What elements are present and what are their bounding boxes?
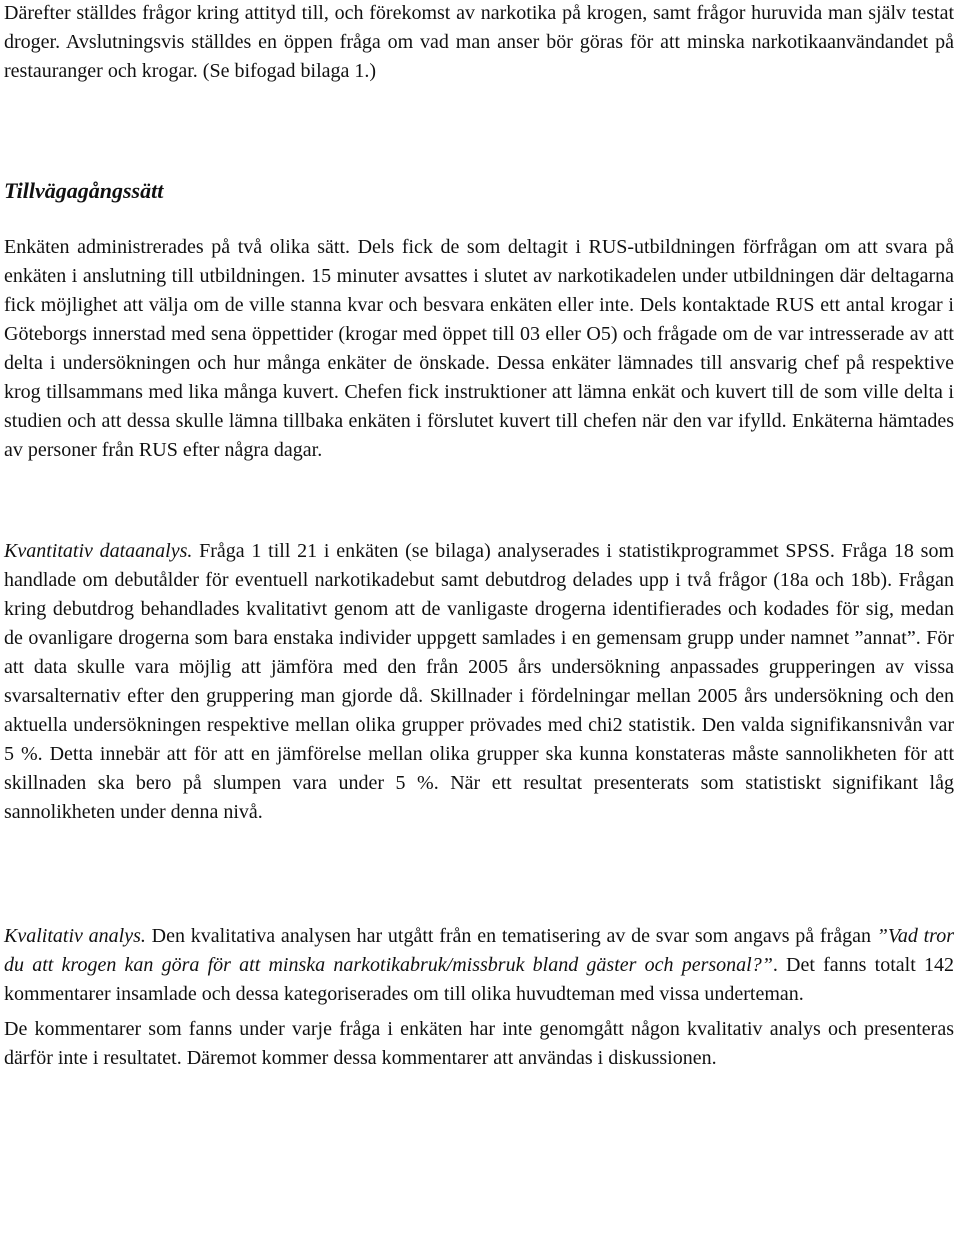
quantitative-lead: Kvantitativ dataanalys. — [4, 540, 193, 562]
qualitative-text-before: Den kvalitativa analysen har utgått från en tematisering av de svar som angavs på frågan — [145, 925, 877, 947]
section-heading-method: Tillvägagångssätt — [4, 178, 164, 203]
quantitative-text: Fråga 1 till 21 i enkäten (se bilaga) analyserades i statistikprogrammet SPSS. Fråga 18 som handlade om debutålder för eventuell narkotikadebut samt debutdrog delades upp i två frågor (18a och 18b). Frågan kring debutdrog behandlades kvalitativt genom att de vanligaste drogerna identifierades och kodades för sig, medan de ovanligare drogerna som bara enstaka individer uppgett samlades i en gemensam grupp under namnet ”annat”. För att data skulle vara möjlig att jämföra med den från 2005 års undersökning anpassades grupperingen av vissa svarsalternativ efter den gruppering man gjorde då. Skillnader i fördelningar mellan 2005 års undersökning och den aktuella undersökningen respektive mellan olika grupper prövades med chi2 statistik. Den valda signifikansnivån var 5 %. Detta innebär att för att en jämförelse mellan olika grupper ska kunna konstateras måste sannolikheten för att skillnaden ska bero på slumpen vara under 5 %. När ett resultat presenterats som statistiskt signifikant låg sannolikheten under denna nivå. — [4, 540, 955, 823]
document-page — [4, 0, 954, 1073]
survey-question-quote: ”Vad tror du att krogen kan göra för att minska narkotikabruk/missbruk bland gäster och personal?” — [4, 925, 954, 976]
qualitative-paragraph — [4, 922, 954, 1009]
qualitative-text-after: . Det fanns totalt 142 kommentarer insamlade och dessa kategoriserades om till olika huvudteman med vissa underteman. — [4, 954, 954, 1005]
qualitative-lead: Kvalitativ analys. — [4, 925, 146, 947]
comments-paragraph: De kommentarer som fanns under varje fråga i enkäten har inte genomgått någon kvalitativ analys och presenteras därför inte i resultatet. Däremot kommer dessa kommentarer att användas i diskussionen. — [4, 1018, 954, 1069]
intro-paragraph: Därefter ställdes frågor kring attityd till, och förekomst av narkotika på krogen, samt frågor huruvida man själv testat droger. Avslutningsvis ställdes en öppen fråga om vad man anser bör göras för att minska narkotikaanvändandet på restauranger och krogar. (Se bifogad bilaga 1.) — [4, 2, 954, 82]
quantitative-paragraph — [4, 537, 954, 827]
method-paragraph: Enkäten administrerades på två olika sätt. Dels fick de som deltagit i RUS-utbildningen förfrågan om att svara på enkäten i anslutning till utbildningen. 15 minuter avsattes i slutet av narkotikadelen under utbildningen där deltagarna fick möjlighet att välja om de ville stanna kvar och besvara enkäten eller inte. Dels kontaktade RUS ett antal krogar i Göteborgs innerstad med sena öppettider (krogar med öppet till 03 eller O5) och frågade om de var intresserade av att delta i undersökningen och hur många enkäter de önskade. Dessa enkäter lämnades till ansvarig chef på respektive krog tillsammans med lika många kuvert. Chefen fick instruktioner att lämna enkät och kuvert till de som ville delta i studien och att dessa skulle lämna tillbaka enkäten i förslutet kuvert till chefen när den var ifylld. Enkäterna hämtades av personer från RUS efter några dagar. — [4, 236, 954, 461]
